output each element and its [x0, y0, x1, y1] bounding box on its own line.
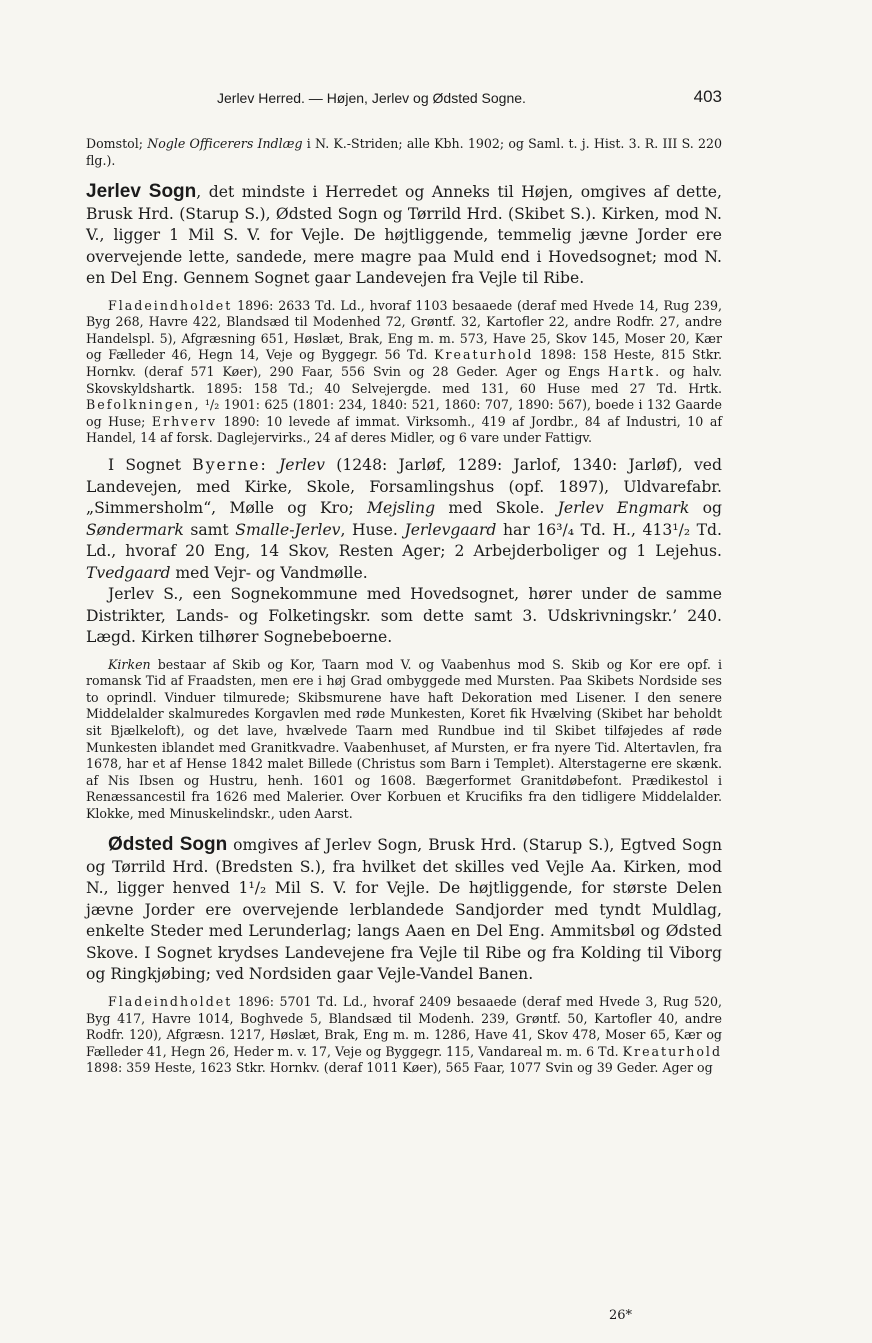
page-body: [86, 136, 722, 1077]
jerlev-description: Jerlev Sogn, det mindste i Herredet og Anneks til Højen, omgives af dette, Brusk Hrd. (Starup S.), Ødsted Sogn og Tørrild Hrd. (Skibet S.). Kirken, mod N. V., ligger 1 Mil S. V. for Vejle. De højtliggende, temmelig jævne Jorder ere overvejende lette, sandede, mere magre paa Muld end i Hovedsognet; mod N. en Del Eng. Gennem Sognet gaar Landevejen fra Vejle til Ribe.: [86, 181, 722, 288]
kirken-label: Kirken: [108, 656, 151, 672]
jerlev-byerne: I Sognet Byerne: Jerlev (1248: Jarløf, 1289: Jarlof, 1340: Jarløf), ved Landevejen, med Kirke, Skole, Forsamlingshus (opf. 1897), Uldvarefabr. „Simmersholm“, Mølle og Kro; Mejsling med Skole. Jerlev Engmark og Søndermark samt Smalle-Jerlev, Huse. Jerlevgaard har 16³/₄ Td. H., 413¹/₂ Td. Ld., hvoraf 20 Eng, 14 Skov, Resten Ager; 2 Arbejderboliger og 1 Lejehus. Tvedgaard med Vejr- og Vandmølle.: [86, 456, 722, 582]
running-title: Jerlev Herred. — Højen, Jerlev og Ødsted Sogne.: [217, 90, 526, 106]
jerlev-kirken: Kirken bestaar af Skib og Kor, Taarn mod V. og Vaabenhus mod S. Skib og Kor ere opf. i romansk Tid af Fraadsten, men ere i høj Grad ombyggede med Mursten. Paa Skibets Nordside ses to oprindl. Vinduer tilmurede; Skibsmurene have haft Dekoration med Lisener. I den senere Middelalder skalmuredes Korgavlen med røde Munkesten, Koret fik Hvælving (Skibet har beholdt sit Bjælkeloft), og det lave, hvælvede Taarn med Rundbue ind til Skibet tilføjedes af røde Munkesten iblandet med Granitkvadre. Vaabenhuset, af Mursten, er fra nyere Tid. Altertavlen, fra 1678, har et af Hense 1842 malet Billede (Christus som Barn i Templet). Alterstagerne ere skænk. af Nis Ibsen og Hustru, henh. 1601 og 1608. Bægerformet Granitdøbefont. Prædikestol i Renæssancestil fra 1626 med Malerier. Over Korbuen et Krucifiks fra den tidligere Middelalder. Klokke, med Minuskelindskr., uden Aarst.: [86, 656, 722, 821]
jerlev-heading: Jerlev Sogn: [86, 181, 197, 203]
odsted-heading: Ødsted Sogn: [108, 834, 228, 856]
page-number: 403: [693, 87, 722, 106]
signature-mark: 26*: [608, 1308, 632, 1323]
page-footer: [86, 1308, 722, 1328]
jerlev-statistics: Fladeindholdet 1896: 2633 Td. Ld., hvoraf 1103 besaaede (deraf med Hvede 14, Rug 239, Byg 268, Havre 422, Blandsæd til Modenhed 72, Grøntf. 32, Kartofler 22, andre Rodfr. 27, andre Handelspl. 5), Afgræsning 651, Høslæt, Brak, Eng m. m. 573, Have 25, Skov 145, Moser 20, Kær og Fælleder 46, Hegn 14, Veje og Byggegr. 56 Td. Kreaturhold 1898: 158 Heste, 815 Stkr. Hornkv. (deraf 571 Køer), 290 Faar, 556 Svin og 28 Geder. Ager og Engs Hartk. og halv. Skovskyldshartk. 1895: 158 Td.; 40 Selvejergde. med 131, 60 Huse med 27 Td. Hrtk. Befolkningen, ¹/₂ 1901: 625 (1801: 234, 1840: 521, 1860: 707, 1890: 567), boede i 132 Gaarde og Huse; Erhverv 1890: 10 levede af immat. Virksomh., 419 af Jordbr., 84 af Industri, 10 af Handel, 14 af forsk. Daglejervirks., 24 af deres Midler, og 6 vare under Fattigv.: [86, 297, 722, 446]
intro-title: Nogle Officerers Indlæg: [147, 136, 303, 151]
intro-paragraph: Domstol; Nogle Officerers Indlæg i N. K.-Striden; alle Kbh. 1902; og Saml. t. j. Hist. 3. R. III S. 220 flg.).: [86, 136, 722, 168]
running-header: [86, 87, 722, 112]
jerlev-kommune: Jerlev S., een Sognekommune med Hovedsognet, hører under de samme Distrikter, Lands- og Folketingskr. som dette samt 3. Udskrivningskr.’ 240. Lægd. Kirken tilhører Sognebeboerne.: [86, 585, 722, 647]
odsted-statistics: Fladeindholdet 1896: 5701 Td. Ld., hvoraf 2409 besaaede (deraf med Hvede 3, Rug 520, Byg 417, Havre 1014, Boghvede 5, Blandsæd til Modenh. 239, Grøntf. 50, Kartofler 40, andre Rodfr. 120), Afgræsn. 1217, Høslæt, Brak, Eng m. m. 1286, Have 41, Skov 478, Moser 65, Kær og Fælleder 41, Hegn 26, Heder m. v. 17, Veje og Byggegr. 115, Vandareal m. m. 6 Td. Kreaturhold 1898: 359 Heste, 1623 Stkr. Hornkv. (deraf 1011 Køer), 565 Faar, 1077 Svin og 39 Geder. Ager og: [86, 993, 723, 1076]
odsted-description: Ødsted Sogn omgives af Jerlev Sogn, Brusk Hrd. (Starup S.), Egtved Sogn og Tørrild Hrd. (Bredsten S.), fra hvilket det skilles ved Vejle Aa. Kirken, mod N., ligger henved 1¹/₂ Mil S. V. for Vejle. De højtliggende, for største Delen jævne Jorder ere overvejende lerblandede Sandjorder med tyndt Muldlag, enkelte Steder med Lerunderlag; langs Aaen en Del Eng. Ammitsbøl og Ødsted Skove. I Sognet krydses Landevejene fra Vejle til Ribe og fra Kolding til Viborg og Ringkjøbing; ved Nordsiden gaar Vejle-Vandel Banen.: [86, 834, 722, 984]
